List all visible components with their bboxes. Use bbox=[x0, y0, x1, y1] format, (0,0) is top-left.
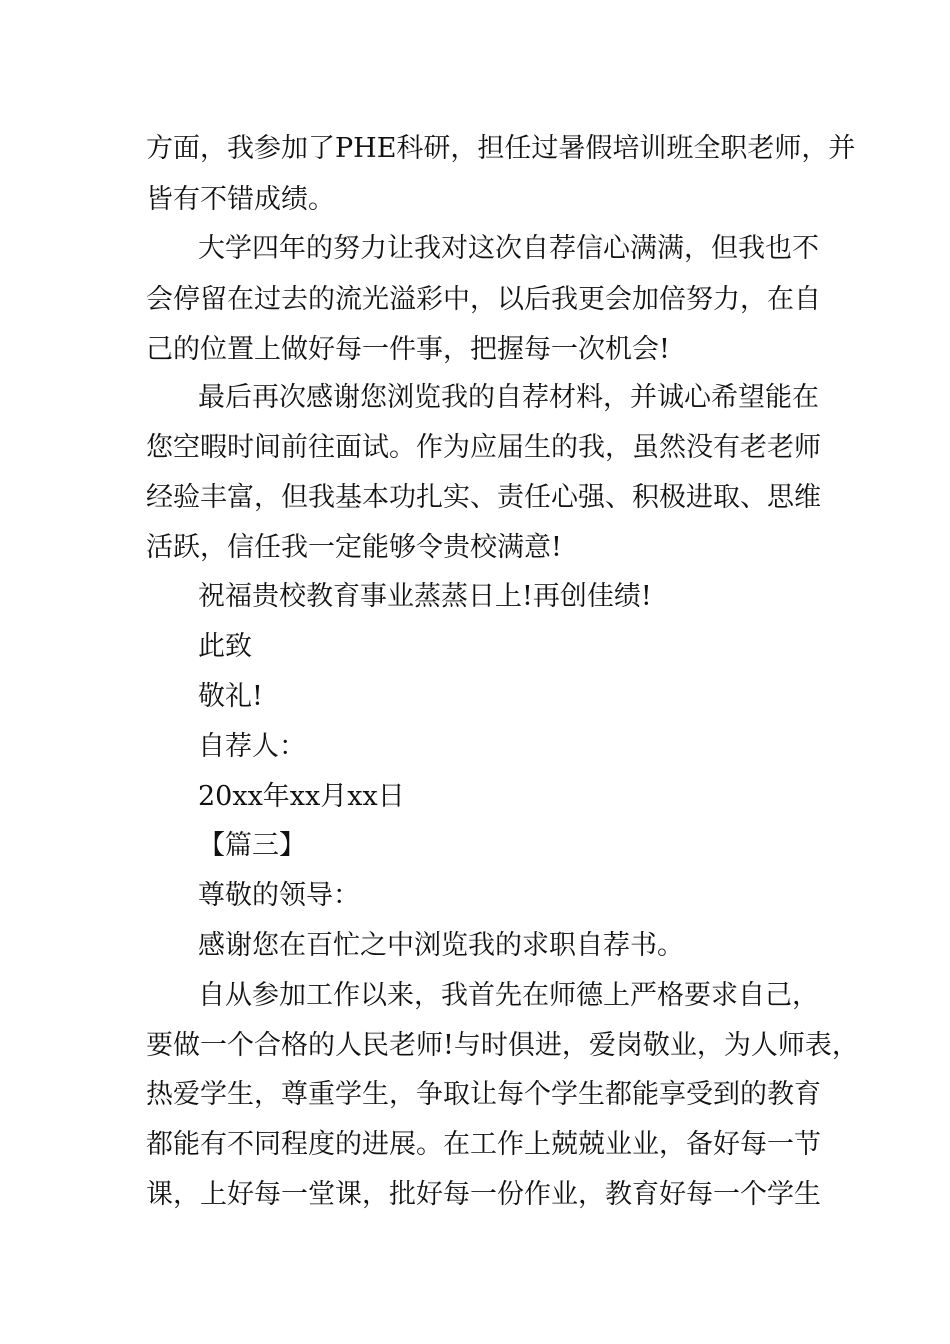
text-line: 最后再次感谢您浏览我的自荐材料，并诚心希望能在 bbox=[198, 382, 819, 413]
text-line: 自荐人： bbox=[198, 731, 306, 762]
text-line: 自从参加工作以来，我首先在师德上严格要求自己， bbox=[198, 980, 819, 1011]
text-line: 尊敬的领导： bbox=[198, 880, 360, 911]
section-heading: 【篇三】 bbox=[198, 830, 306, 861]
text-line: 您空暇时间前往面试。作为应届生的我，虽然没有老老师 bbox=[146, 432, 821, 463]
text-line: 大学四年的努力让我对这次自荐信心满满，但我也不 bbox=[198, 233, 819, 264]
date-line: 20xx年xx月xx日 bbox=[198, 781, 405, 812]
text-line: 敬礼! bbox=[198, 681, 263, 712]
text-line: 方面，我参加了PHE科研，担任过暑假培训班全职老师，并 bbox=[146, 133, 856, 164]
text-line: 祝福贵校教育事业蒸蒸日上!再创佳绩! bbox=[198, 581, 652, 612]
text-line: 皆有不错成绩。 bbox=[146, 184, 335, 215]
text-line: 都能有不同程度的进展。在工作上兢兢业业，备好每一节 bbox=[146, 1129, 821, 1160]
text-line: 经验丰富，但我基本功扎实、责任心强、积极进取、思维 bbox=[146, 482, 821, 513]
text-line: 此致 bbox=[198, 631, 252, 662]
text-line: 会停留在过去的流光溢彩中，以后我更会加倍努力，在自 bbox=[146, 284, 821, 315]
text-line: 课，上好每一堂课，批好每一份作业，教育好每一个学生 bbox=[146, 1179, 821, 1210]
text-line: 要做一个合格的人民老师!与时俱进，爱岗敬业，为人师表， bbox=[146, 1030, 859, 1061]
text-line: 己的位置上做好每一件事，把握每一次机会! bbox=[146, 334, 670, 365]
text-line: 活跃，信任我一定能够令贵校满意! bbox=[146, 532, 562, 563]
text-line: 热爱学生，尊重学生，争取让每个学生都能享受到的教育 bbox=[146, 1079, 821, 1110]
text-line: 感谢您在百忙之中浏览我的求职自荐书。 bbox=[198, 930, 684, 961]
